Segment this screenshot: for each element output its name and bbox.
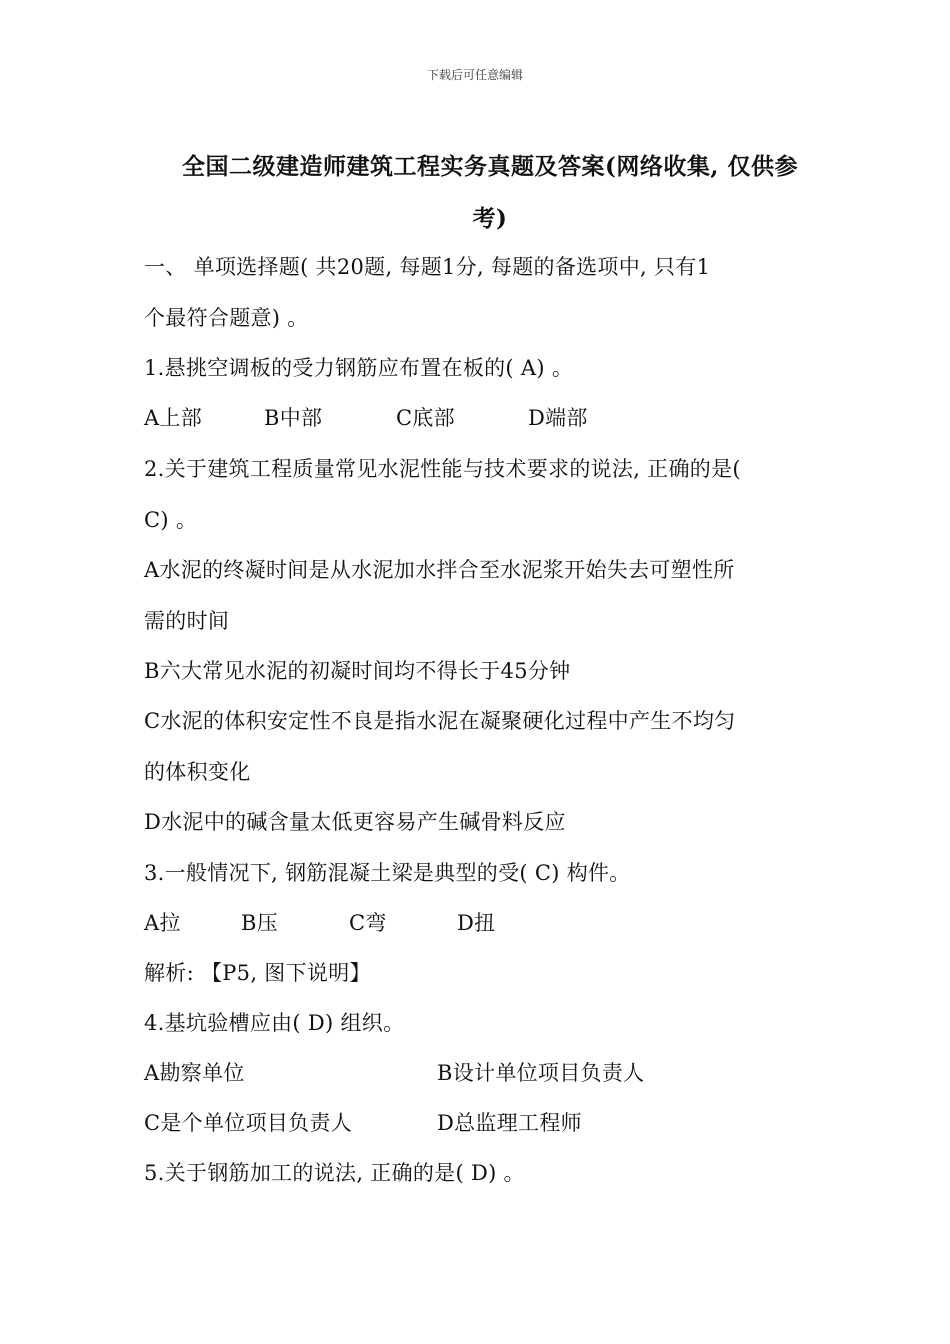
option-a: A拉 [144,911,181,935]
option-a: A上部 [144,406,203,430]
option-b: B压 [241,911,279,935]
option-b: B中部 [264,406,323,430]
question-2-line-1: 2.关于建筑工程质量常见水泥性能与技术要求的说法, 正确的是( [144,457,741,481]
question-2-option-a-line-2: 需的时间 [144,609,230,633]
option-c: C底部 [396,406,455,430]
question-2-option-c-line-1: C水泥的体积安定性不良是指水泥在凝聚硬化过程中产生不均匀 [144,709,736,733]
section-heading-line-1: 一、 单项选择题( 共20题, 每题1分, 每题的备选项中, 只有1 [144,255,711,279]
question-2-option-a-line-1: A水泥的终凝时间是从水泥加水拌合至水泥浆开始失去可塑性所 [144,558,735,582]
option-c: C是个单位项目负责人 [144,1111,353,1135]
question-3-analysis: 解析: 【P5, 图下说明】 [144,961,371,985]
document-title-line-2: 考) [472,205,508,232]
section-heading-line-2: 个最符合题意) 。 [144,306,309,330]
option-d: D总监理工程师 [437,1111,582,1135]
question-4-options-row-2 [144,1107,744,1133]
option-c: C弯 [349,911,387,935]
option-a: A勘察单位 [144,1061,245,1085]
page-header: 下载后可任意编辑 [426,68,523,82]
option-d: D端部 [528,406,588,430]
question-3: 3.一般情况下, 钢筋混凝土梁是典型的受( C) 构件。 [144,861,631,885]
question-2-option-b: B六大常见水泥的初凝时间均不得长于45分钟 [144,659,571,683]
question-4: 4.基坑验槽应由( D) 组织。 [144,1011,405,1035]
question-2-line-2: C) 。 [144,508,198,532]
document-title-line-1: 全国二级建造师建筑工程实务真题及答案(网络收集, 仅供参 [182,153,798,180]
question-1: 1.悬挑空调板的受力钢筋应布置在板的( A) 。 [144,356,574,380]
question-5: 5.关于钢筋加工的说法, 正确的是( D) 。 [144,1161,525,1185]
option-d: D扭 [457,911,496,935]
question-2-option-c-line-2: 的体积变化 [144,760,251,784]
question-3-options [144,907,644,933]
question-4-options-row-1 [144,1057,744,1083]
question-2-option-d: D水泥中的碱含量太低更容易产生碱骨料反应 [144,810,566,834]
question-1-options [144,402,644,428]
option-b: B设计单位项目负责人 [437,1061,645,1085]
